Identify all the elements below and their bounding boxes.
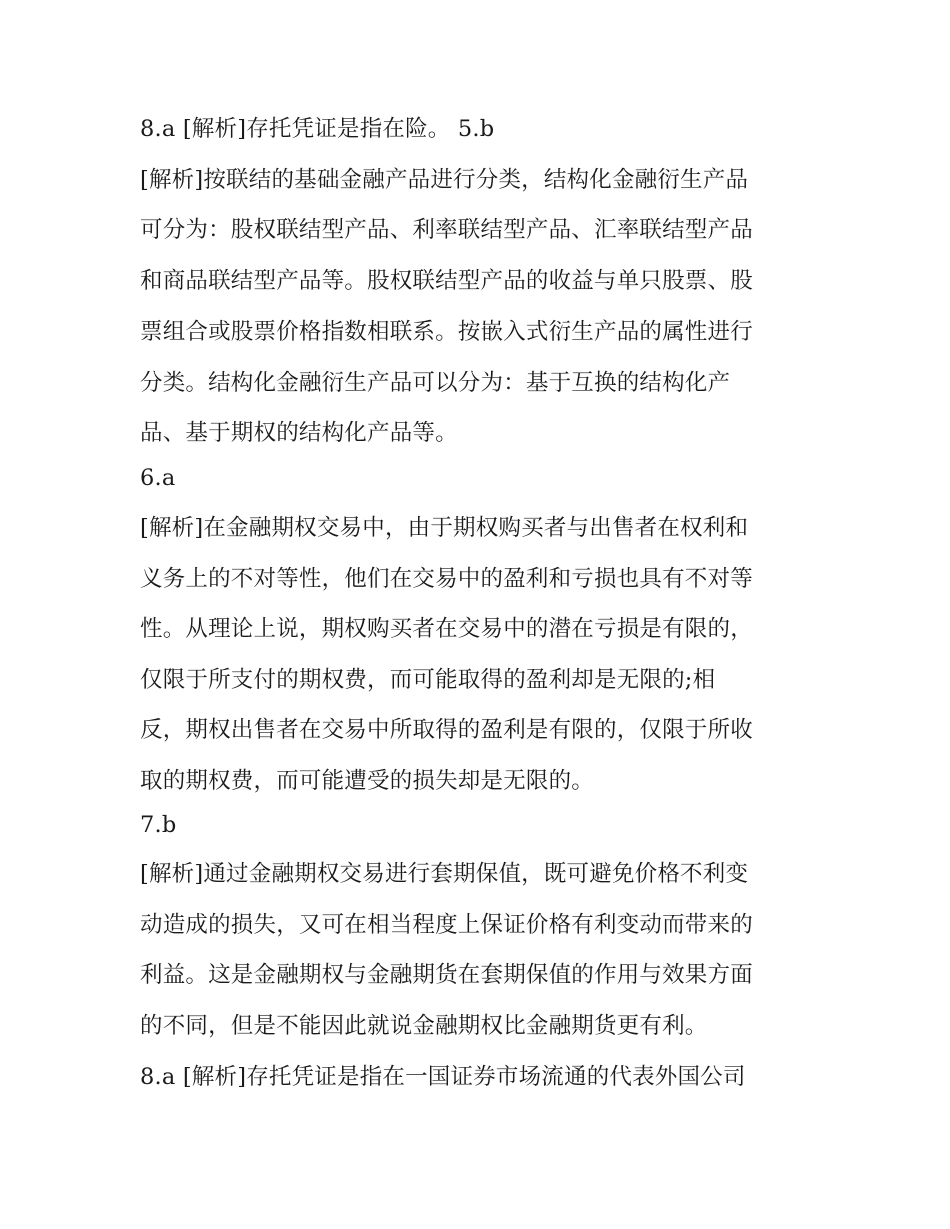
text-line: 可分为：股权联结型产品、利率联结型产品、汇率联结型产品	[140, 217, 753, 243]
text-line: 反，期权出售者在交易中所取得的盈利是有限的，仅限于所收	[140, 717, 753, 743]
text-line: 和商品联结型产品等。股权联结型产品的收益与单只股票、股	[140, 268, 753, 294]
text-line: 6.a	[140, 465, 176, 491]
text-line: 7.b	[140, 812, 177, 838]
text-line: 性。从理论上说，期权购买者在交易中的潜在亏损是有限的，	[140, 616, 753, 642]
text-line: 取的期权费，而可能遭受的损失却是无限的。	[140, 768, 595, 794]
text-line: 利益。这是金融期权与金融期货在套期保值的作用与效果方面	[140, 962, 753, 988]
text-line: 8.a [解析]存托凭证是指在一国证券市场流通的代表外国公司	[140, 1064, 746, 1090]
text-line: [解析]通过金融期权交易进行套期保值，既可避免价格不利变	[140, 861, 749, 887]
text-line: 分类。结构化金融衍生产品可以分为：基于互换的结构化产	[140, 370, 731, 396]
text-line: 的不同，但是不能因此就说金融期权比金融期货更有利。	[140, 1013, 708, 1039]
text-line: [解析]按联结的基础金融产品进行分类，结构化金融衍生产品	[140, 167, 749, 193]
text-line: 动造成的损失，又可在相当程度上保证价格有利变动而带来的	[140, 912, 753, 938]
text-line: [解析]在金融期权交易中，由于期权购买者与出售者在权利和	[140, 515, 749, 541]
text-line: 义务上的不对等性，他们在交易中的盈利和亏损也具有不对等	[140, 566, 753, 592]
text-line: 8.a [解析]存托凭证是指在险。 5.b	[140, 116, 495, 142]
text-line: 仅限于所支付的期权费，而可能取得的盈利却是无限的;相	[140, 667, 716, 693]
text-line: 票组合或股票价格指数相联系。按嵌入式衍生产品的属性进行	[140, 319, 753, 345]
text-line: 品、基于期权的结构化产品等。	[140, 420, 458, 446]
